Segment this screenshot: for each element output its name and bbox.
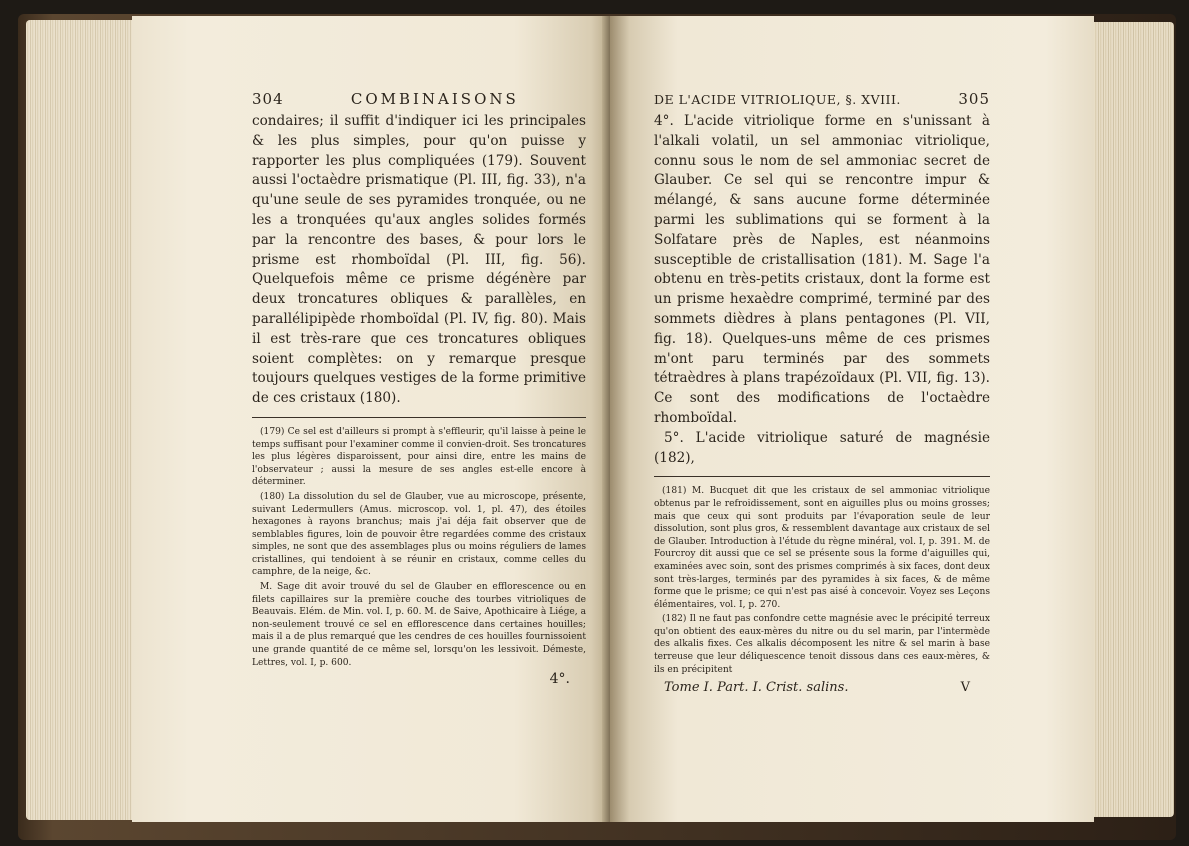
footnote-rule [252, 417, 586, 418]
right-running-header [654, 90, 990, 108]
left-running-header [252, 90, 586, 108]
footnote-180: (180) La dissolution du sel de Glauber, vue au microscope, présente, suivant Ledermullers (Amus. microscop. vol. 1, pl. 47), des étoiles hexagones à rayons branchus; mais j'ai déja fait observer que de semblables figures, loin de pouvoir être regardées comme des cristaux simples, ne sont que des assemblages plus ou moins réguliers de lames cristallines, qui tendoient à se réunir en cristaux, comme celles du camphre, de la neige, &c. [252, 491, 586, 578]
footnote-181: (181) M. Bucquet dit que les cristaux de sel ammoniac vitriolique obtenus par le refroidissement, sont en aiguilles plus ou moins grosses; mais que ceux qui sont produits par l'évaporation seule de leur dissolution, sont plus gros, & ressemblent davantage aux cristaux de sel de Glauber. Introduction à l'étude du règne minéral, vol. I, p. 391. M. de Fourcroy dit aussi que ce sel se présente sous la forme d'aiguilles qui, examinées avec soin, sont des prismes comprimés à six faces, dont deux sont très-larges, terminés par des pyramides à six faces, & de même forme que le prisme; ce qui n'est pas aisé à concevoir. Voyez ses Leçons élémentaires, vol. I, p. 270. [654, 486, 990, 610]
left-running-head: COMBINAISONS [350, 90, 519, 108]
signature-text: Tome I. Part. I. Crist. salins. [664, 680, 849, 696]
footnote-182: (182) Il ne faut pas confondre cette magnésie avec le précipité terreux qu'on obtient des eaux-mères du nitre ou du sel marin, par l'intermède des alkalis fixes. Ces alkalis décomposent les nitre & sel marin à base terreuse que leur déliquescence tenoit dissous dans ces eaux-mères, & ils en précipitent [654, 614, 990, 675]
right-text-block [654, 90, 990, 695]
left-page [132, 16, 610, 822]
footnote-rule [654, 476, 990, 477]
footnote-180-cont: M. Sage dit avoir trouvé du sel de Glauber en efflorescence ou en filets capillaires sur la première couche des tourbes vitrioliques de Beauvais. Elém. de Min. vol. I, p. 60. M. de Saive, Apothicaire à Liége, a non-seulement trouvé ce sel en efflorescence dans certaines houilles; mais il a de plus remarqué que les cendres de ces houilles fournissoient une grande quantité de ce même sel, lorsqu'on les lessivoit. Démeste, Lettres, vol. I, p. 600. [252, 582, 586, 668]
left-page-number: 304 [252, 90, 284, 108]
signature-mark: V [960, 680, 970, 696]
right-running-head: DE L'ACIDE VITRIOLIQUE, §. XVIII. [654, 92, 901, 107]
right-page-number: 305 [958, 90, 990, 108]
signature-line [654, 680, 990, 695]
right-body-paragraph-2: 5°. L'acide vitriolique saturé de magnésie (182), [654, 429, 990, 466]
right-page [610, 16, 1094, 822]
right-body-paragraph: 4°. L'acide vitriolique forme en s'unissant à l'alkali volatil, un sel ammoniac vitriolique, connu sous le nom de sel ammoniac secret de Glauber. Ce sel qui se rencontre impur & mélangé, & sans aucune forme déterminée parmi les sublimations qui se forment à la Solfatare près de Naples, est néanmoins susceptible de cristallisation (181). M. Sage l'a obtenu en très-petits cristaux, dont la forme est un prisme hexaèdre comprimé, terminé par des sommets dièdres à plans pentagones (Pl. VII, fig. 18). Quelques-uns même de ces prismes m'ont paru terminés par des sommets tétraèdres à plans trapézoïdaux (Pl. VII, fig. 13). Ce sont des modifications de l'octaèdre rhomboïdal. [654, 113, 990, 426]
page-edges-right [1094, 22, 1174, 817]
footnote-179: (179) Ce sel est d'ailleurs si prompt à s'effleurir, qu'il laisse à peine le temps suffisant pour l'examiner comme il convien-droit. Ses troncatures les plus légères disparoissent, pour ainsi dire, entre les mains de l'observateur ; aussi la mesure de ses angles est-elle encore à déterminer. [252, 426, 586, 488]
left-body-paragraph: condaires; il suffit d'indiquer ici les principales & les plus simples, pour qu'on puisse y rapporter les plus compliquées (179). Souvent aussi l'octaèdre prismatique (Pl. III, fig. 33), n'a qu'une seule de ses pyramides tronquée, ou ne les a tronquées qu'aux angles solides formés par la rencontre des bases, & pour lors le prisme est rhomboïdal (Pl. III, fig. 56). Quelquefois même ce prisme dégénère par deux troncatures obliques & parallèles, en parallélipipède rhomboïdal (Pl. IV, fig. 80). Mais il est très-rare que ces troncatures obliques soient complètes: on y remarque presque toujours quelques vestiges de la forme primitive de ces cristaux (180). [252, 113, 586, 407]
page-edges-left [26, 20, 136, 820]
catchword: 4°. [549, 671, 570, 688]
left-text-block [252, 90, 586, 687]
